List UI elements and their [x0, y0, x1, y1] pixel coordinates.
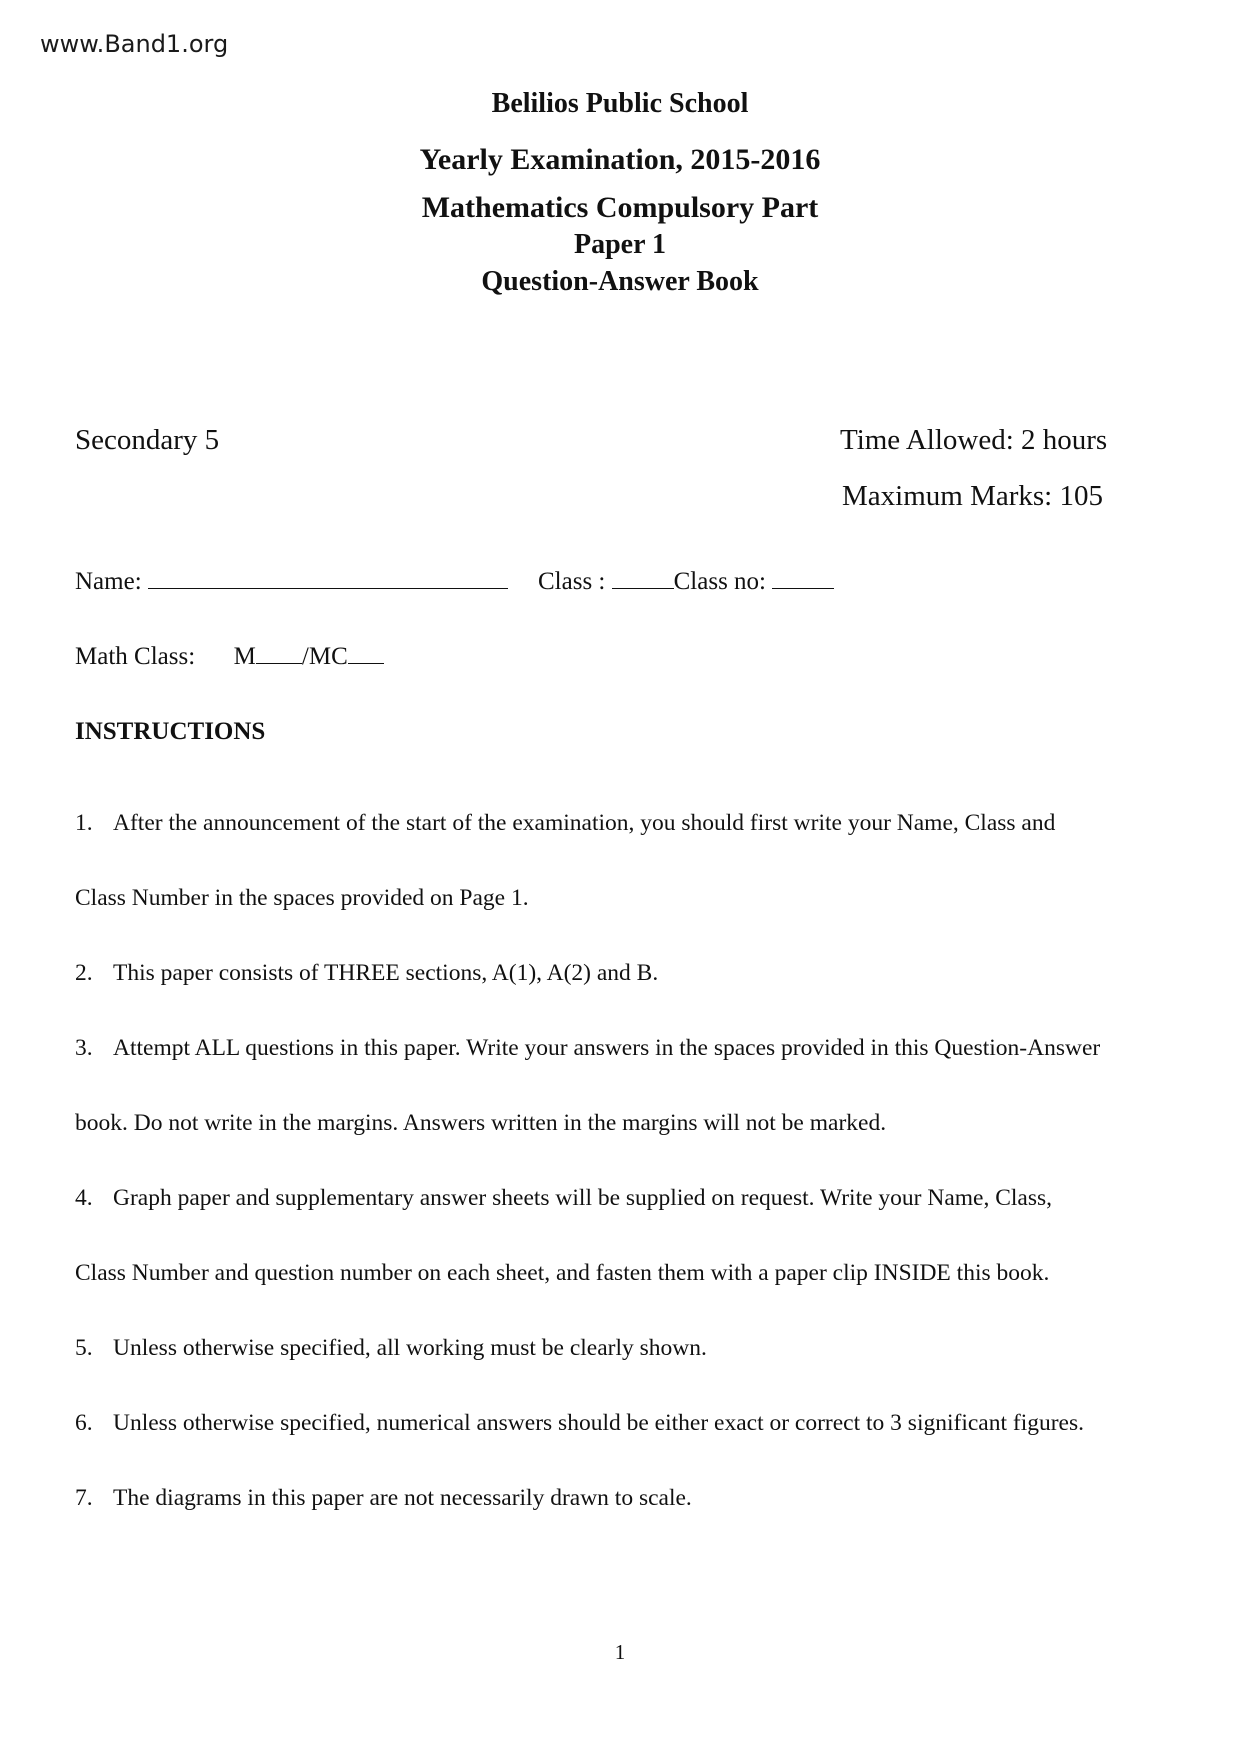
paper-number: Paper 1: [573, 229, 667, 260]
school-name: Belilios Public School: [491, 88, 749, 119]
math-class-mc-label: /MC: [301, 643, 348, 670]
instruction-text: The diagrams in this paper are not necessarily drawn to scale.: [113, 1485, 692, 1511]
instruction-item: [75, 1185, 1052, 1212]
instruction-text: After the announcement of the start of the examination, you should first write your Name, Class and: [113, 810, 1056, 836]
instruction-text: Unless otherwise specified, numerical answers should be either exact or correct to 3 significant figures.: [113, 1410, 1085, 1436]
instruction-continuation: Class Number in the spaces provided on Page 1.: [75, 885, 529, 911]
instruction-number: 6.: [75, 1410, 93, 1436]
math-class-m-label: M: [233, 643, 256, 670]
instruction-number: 4.: [75, 1185, 93, 1211]
class-label: Class :: [538, 568, 606, 595]
exam-title: Yearly Examination, 2015-2016: [419, 143, 821, 176]
maximum-marks: Maximum Marks: 105: [842, 480, 1103, 512]
math-class-row: [75, 643, 384, 671]
name-blank[interactable]: [148, 587, 508, 589]
instruction-item: [75, 1035, 1100, 1062]
instruction-text: Unless otherwise specified, all working must be clearly shown.: [113, 1335, 707, 1361]
book-type: Question-Answer Book: [481, 266, 759, 297]
instruction-item: [75, 1485, 692, 1512]
instruction-text: Graph paper and supplementary answer sheets will be supplied on request. Write your Name, Class,: [113, 1185, 1053, 1211]
instruction-text: This paper consists of THREE sections, A(1), A(2) and B.: [113, 960, 659, 986]
level-label: Secondary 5: [75, 424, 220, 456]
instruction-number: 2.: [75, 960, 93, 986]
instruction-item: [75, 1410, 1084, 1437]
instruction-item: [75, 810, 1055, 837]
page-number: 1: [614, 1640, 626, 1664]
instruction-number: 7.: [75, 1485, 93, 1511]
instruction-number: 1.: [75, 810, 93, 836]
instruction-text: Attempt ALL questions in this paper. Write your answers in the spaces provided in this Question-Answer: [113, 1035, 1101, 1061]
instruction-number: 3.: [75, 1035, 93, 1061]
class-field-row: [538, 568, 834, 596]
watermark-url: www.Band1.org: [40, 30, 229, 58]
subject-title: Mathematics Compulsory Part: [421, 191, 819, 224]
time-allowed: Time Allowed: 2 hours: [840, 424, 1108, 456]
name-field-row: [75, 568, 508, 596]
instruction-continuation: Class Number and question number on each sheet, and fasten them with a paper clip INSIDE this book.: [75, 1260, 1050, 1286]
instruction-item: [75, 960, 658, 987]
math-class-m-blank[interactable]: [256, 662, 302, 664]
math-class-mc-blank[interactable]: [348, 662, 384, 664]
class-no-label: Class no:: [673, 568, 766, 595]
instructions-heading: INSTRUCTIONS: [75, 718, 266, 745]
name-label: Name:: [75, 568, 142, 595]
math-class-label: Math Class:: [75, 643, 196, 670]
instruction-number: 5.: [75, 1335, 93, 1361]
instruction-continuation: book. Do not write in the margins. Answers written in the margins will not be marked.: [75, 1110, 887, 1136]
class-no-blank[interactable]: [772, 587, 834, 589]
instruction-item: [75, 1335, 707, 1362]
class-blank[interactable]: [612, 587, 674, 589]
